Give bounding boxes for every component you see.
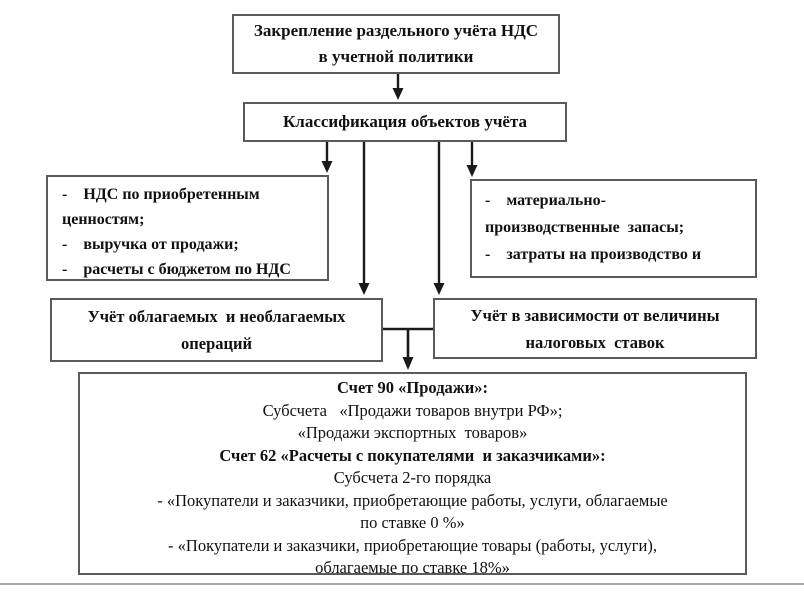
node-taxable-line: Учёт облагаемых и необлагаемых (87, 307, 346, 326)
accounts-line: Субсчета 2-го порядка (333, 468, 492, 487)
arrow-classification-to-rates (434, 142, 445, 295)
node-policy-line: Закрепление раздельного учёта НДС (253, 21, 539, 40)
node-rate-dependent (433, 298, 757, 359)
node-classification (243, 102, 567, 142)
node-taxable-line: операций (180, 334, 253, 353)
node-classification-label: Классификация объектов учёта (282, 112, 528, 131)
accounts-line: «Продажи экспортных товаров» (297, 423, 528, 442)
accounts-line: - «Покупатели и заказчики, приобретающие товары (работы, услуги), (168, 535, 657, 555)
node-inventory-objects (470, 179, 757, 278)
node-policy-line: в учетной политики (318, 47, 474, 66)
accounts-line: Счет 62 «Расчеты с покупателями и заказчиками»: (219, 445, 606, 465)
arrow-classification-to-taxable (359, 142, 370, 295)
arrow-policy-to-classification (393, 74, 404, 100)
list-line: - расчеты с бюджетом по НДС (62, 261, 291, 278)
node-rates-line: Учёт в зависимости от величины (470, 305, 720, 325)
accounts-line: по ставке 0 %» (360, 513, 465, 532)
node-rates-line: налоговых ставок (525, 332, 665, 352)
list-line: - затраты на производство и (485, 246, 702, 263)
arrow-classification-to-ndc (322, 142, 333, 173)
node-ndc-objects (46, 175, 329, 281)
list-line: - материально- (485, 192, 606, 209)
accounts-line: Счет 90 «Продажи»: (336, 378, 489, 397)
accounts-line: Субсчета «Продажи товаров внутри РФ»; (262, 400, 563, 420)
connector-mid-boxes (383, 329, 433, 370)
list-line: - выручка от продажи; (62, 236, 239, 253)
list-line: - НДС по приобретенным (62, 186, 260, 203)
node-accounts-detail (78, 372, 747, 575)
node-policy (232, 14, 560, 74)
node-taxable-operations (50, 298, 383, 362)
list-line: производственные запасы; (485, 219, 685, 236)
list-line: ценностям; (62, 211, 145, 228)
accounts-line: - «Покупатели и заказчики, приобретающие работы, услуги, облагаемые (157, 490, 668, 510)
arrow-classification-to-inventory (467, 142, 478, 177)
accounts-line: облагаемые по ставке 18%» (315, 558, 510, 577)
